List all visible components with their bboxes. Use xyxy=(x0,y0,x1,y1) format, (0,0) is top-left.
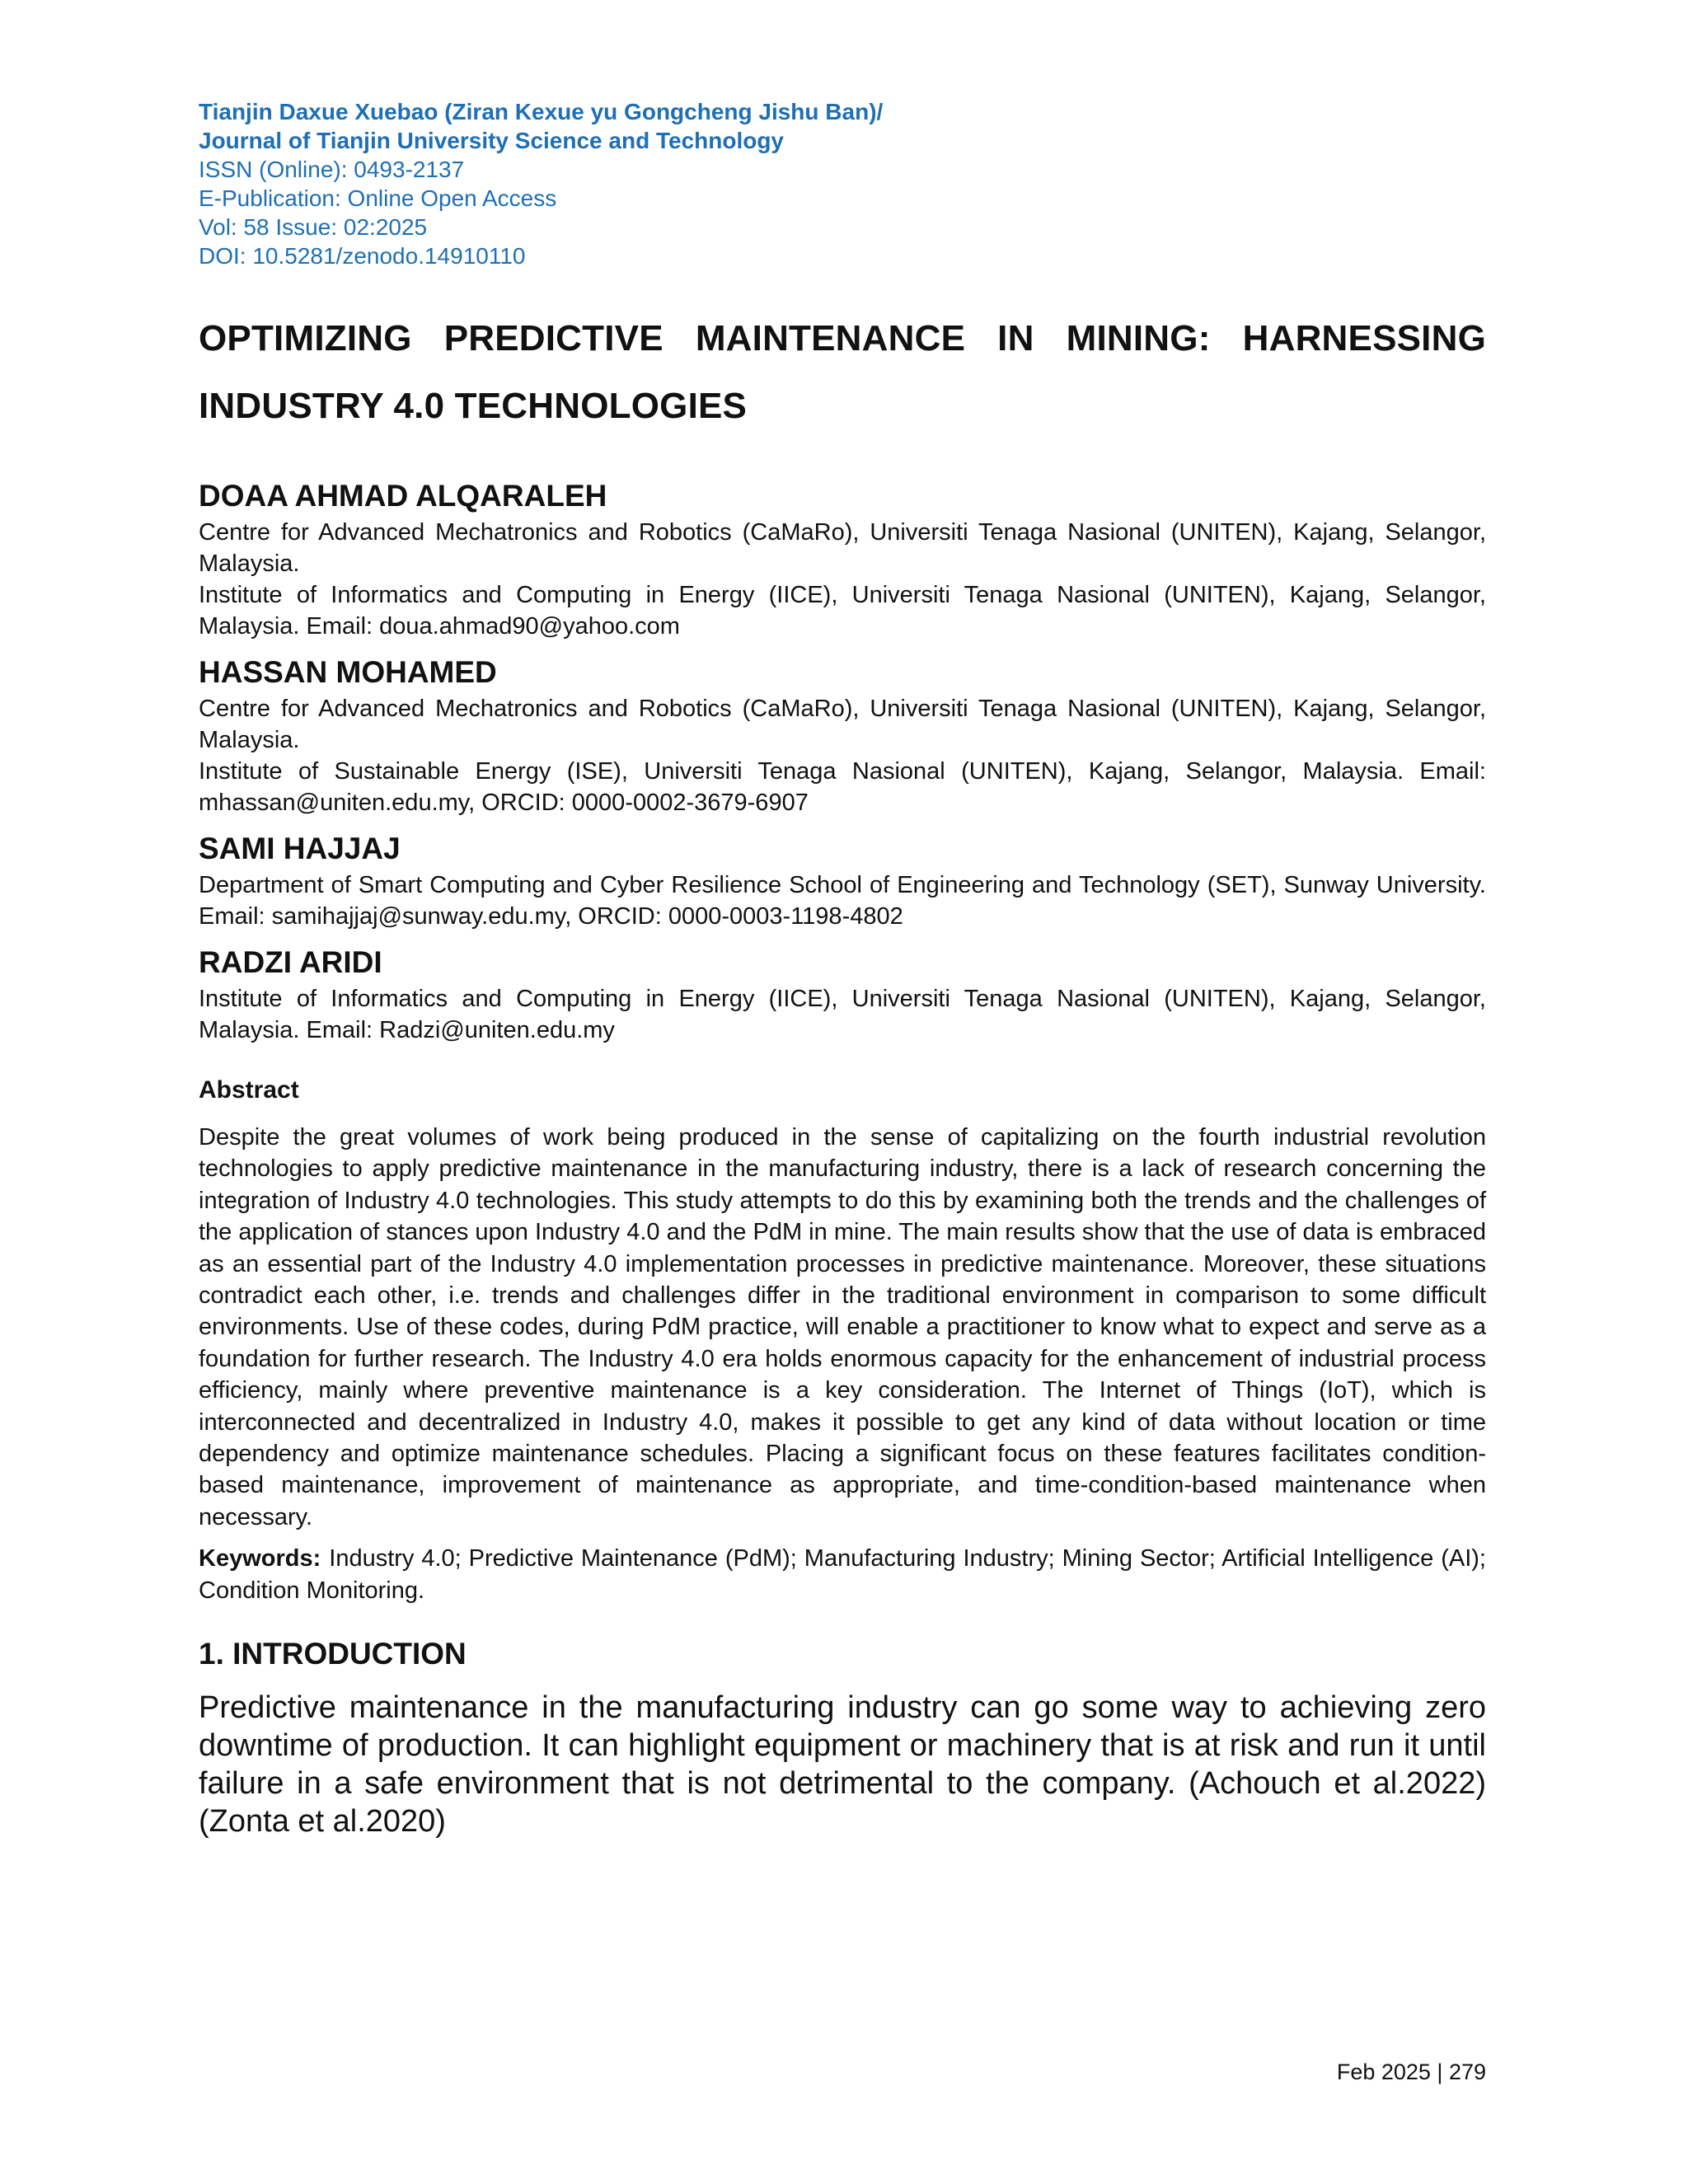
author-name: RADZI ARIDI xyxy=(199,945,382,979)
journal-publication: E-Publication: Online Open Access xyxy=(199,185,557,211)
author-name: HASSAN MOHAMED xyxy=(199,655,497,689)
paper-title: OPTIMIZING PREDICTIVE MAINTENANCE IN MINING: HARNESSING INDUSTRY 4.0 TECHNOLOGIES xyxy=(199,318,1486,426)
journal-name-line2: Journal of Tianjin University Science and Technology xyxy=(199,128,785,153)
journal-header xyxy=(199,97,1486,270)
page-footer: Feb 2025 | 279 xyxy=(1336,2060,1486,2084)
section-heading-introduction: 1. INTRODUCTION xyxy=(199,1637,467,1671)
journal-issn: ISSN (Online): 0493-2137 xyxy=(199,157,465,182)
author-block xyxy=(199,830,1486,932)
keywords xyxy=(199,1543,1486,1606)
author-block xyxy=(199,654,1486,818)
author-name: DOAA AHMAD ALQARALEH xyxy=(199,479,607,513)
author-affiliation: Institute of Informatics and Computing in Energy (IICE), Universiti Tenaga Nasional (UNITEN), Kajang, Selangor, Malaysia. Email: doua.ahmad90@yahoo.com xyxy=(199,582,1486,640)
keywords-text: Industry 4.0; Predictive Maintenance (PdM); Manufacturing Industry; Mining Sector; Artificial Intelligence (AI); Condition Monitoring. xyxy=(199,1545,1486,1604)
journal-volume: Vol: 58 Issue: 02:2025 xyxy=(199,214,428,240)
author-name: SAMI HAJJAJ xyxy=(199,832,401,865)
author-list xyxy=(199,477,1486,1046)
introduction-text: Predictive maintenance in the manufacturing industry can go some way to achieving zero downtime of production. It can highlight equipment or machinery that is at risk and run it until failure in a safe environment that is not detrimental to the company. (Achouch et al.2022) (Zonta et al.2020) xyxy=(199,1690,1486,1840)
keywords-label: Keywords: xyxy=(199,1545,321,1572)
author-affiliation: Institute of Informatics and Computing in Energy (IICE), Universiti Tenaga Nasional (UNITEN), Kajang, Selangor, Malaysia. Email: Radzi@uniten.edu.my xyxy=(199,986,1486,1043)
paper-page xyxy=(199,97,1486,1840)
author-affiliation: Centre for Advanced Mechatronics and Robotics (CaMaRo), Universiti Tenaga Nasional (UNITEN), Kajang, Selangor, Malaysia. xyxy=(199,696,1486,753)
author-block xyxy=(199,477,1486,642)
abstract-text: Despite the great volumes of work being produced in the sense of capitalizing on the fourth industrial revolution technologies to apply predictive maintenance in the manufacturing industry, there is a lack of research concerning the integration of Industry 4.0 technologies. This study attempts to do this by examining both the trends and the challenges of the application of stances upon Industry 4.0 and the PdM in mine. The main results show that the use of data is embraced as an essential part of the Industry 4.0 implementation processes in predictive maintenance. Moreover, these situations contradict each other, i.e. trends and challenges differ in the traditional environment in comparison to some difficult environments. Use of these codes, during PdM practice, will enable a practitioner to know what to expect and serve as a foundation for further research. The Industry 4.0 era holds enormous capacity for the enhancement of industrial process efficiency, mainly where preventive maintenance is a key consideration. The Internet of Things (IoT), which is interconnected and decentralized in Industry 4.0, makes it possible to get any kind of data without location or time dependency and optimize maintenance schedules. Placing a significant focus on these features facilitates condition-based maintenance, improvement of maintenance as appropriate, and time-condition-based maintenance when necessary. xyxy=(199,1124,1486,1530)
journal-name-line1: Tianjin Daxue Xuebao (Ziran Kexue yu Gongcheng Jishu Ban)/ xyxy=(199,99,884,124)
author-affiliation: Institute of Sustainable Energy (ISE), Universiti Tenaga Nasional (UNITEN), Kajang, Selangor, Malaysia. Email: mhassan@uniten.edu.my, ORCID: 0000-0002-3679-6907 xyxy=(199,758,1486,816)
author-block xyxy=(199,944,1486,1046)
journal-doi: DOI: 10.5281/zenodo.14910110 xyxy=(199,243,526,269)
author-affiliation: Centre for Advanced Mechatronics and Robotics (CaMaRo), Universiti Tenaga Nasional (UNITEN), Kajang, Selangor, Malaysia. xyxy=(199,519,1486,577)
author-affiliation: Department of Smart Computing and Cyber Resilience School of Engineering and Technology (SET), Sunway University. Email: samihajjaj@sunway.edu.my, ORCID: 0000-0003-1198-4802 xyxy=(199,872,1486,930)
abstract-heading: Abstract xyxy=(199,1076,299,1104)
